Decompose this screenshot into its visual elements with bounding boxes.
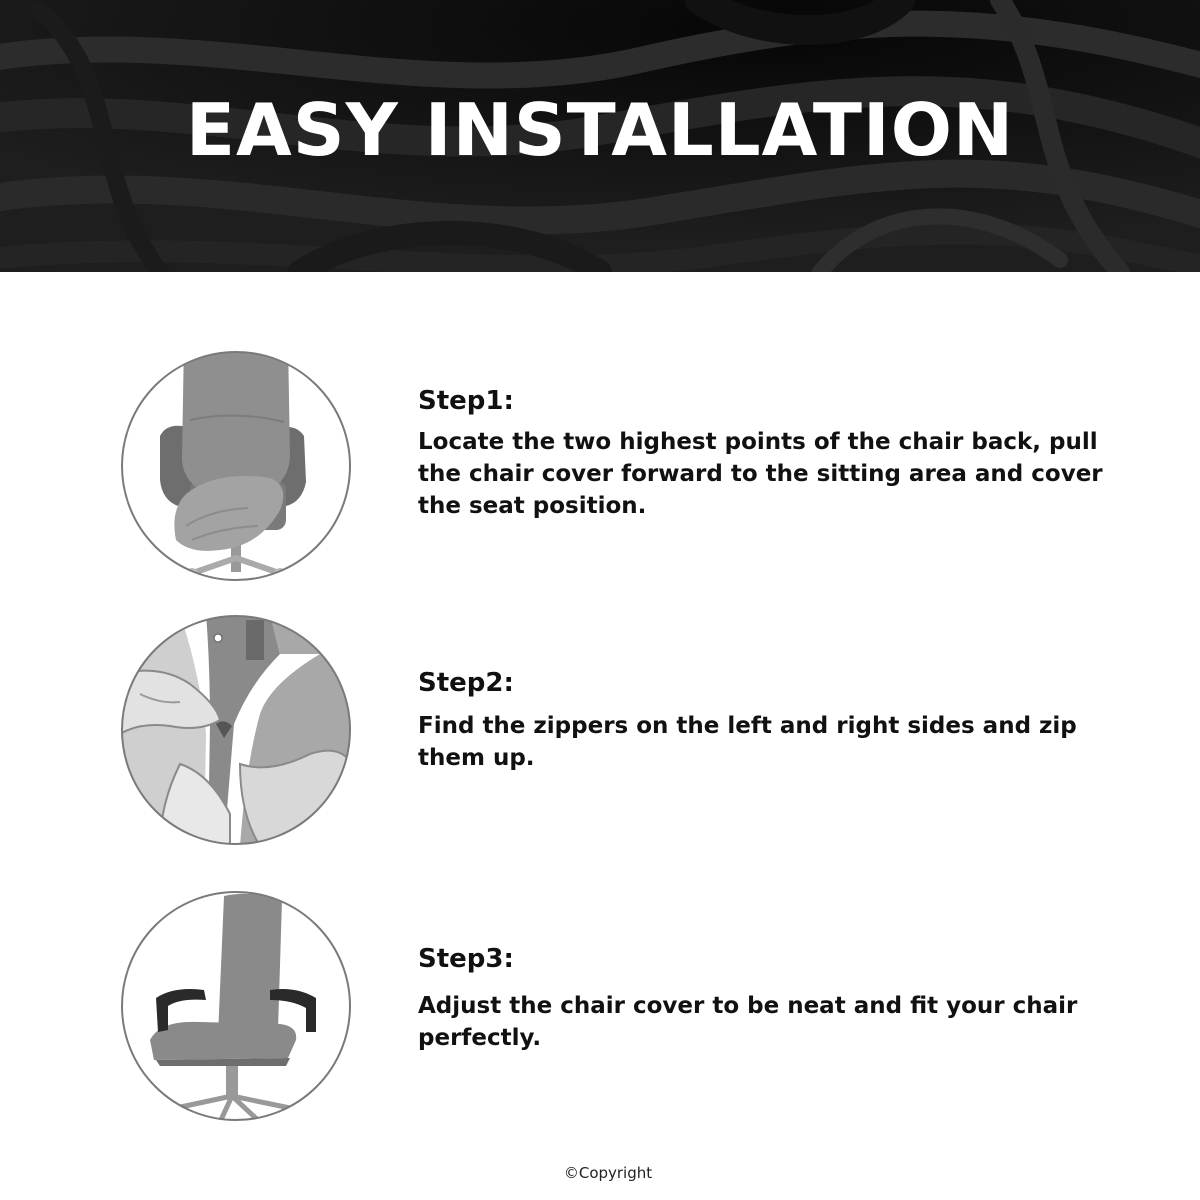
step-1-text: Locate the two highest points of the chair back, pull the chair cover forward to the sitting area and cover the seat position. [418,429,1103,519]
header-banner [0,0,1200,272]
step-3-text: Adjust the chair cover to be neat and fit your chair perfectly. [418,993,1078,1051]
step-3 [0,890,1200,1130]
step-2-text: Find the zippers on the left and right sides and zip them up. [418,713,1077,771]
step-2-heading: Step2: [418,668,514,698]
zipper-closeup-icon [120,614,352,846]
step-2 [0,614,1200,854]
step-3-heading: Step3: [418,944,514,974]
covered-chair-icon [120,890,352,1122]
copyright-notice: ©Copyright [563,1164,653,1182]
page-title: EASY INSTALLATION [185,88,1015,172]
step-1-heading: Step1: [418,386,514,416]
chair-cover-pull-icon [120,350,352,582]
step-1 [0,350,1200,590]
